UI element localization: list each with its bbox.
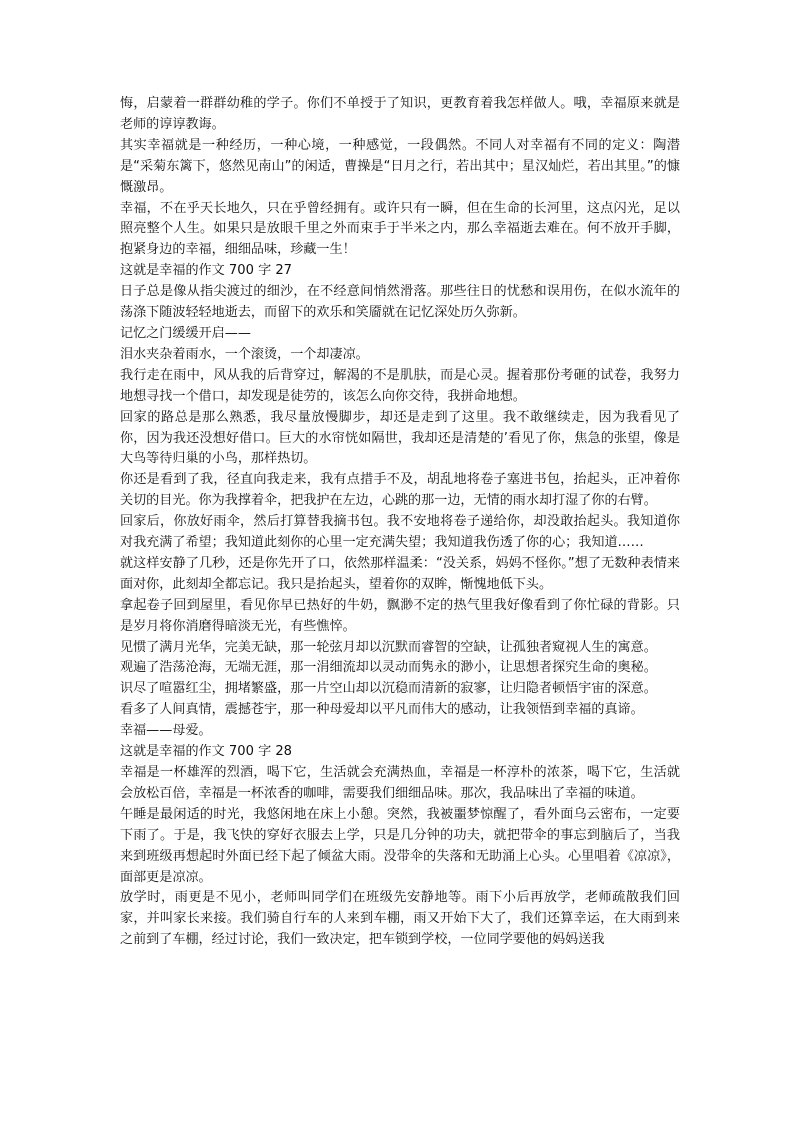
paragraph: 日子总是像从指尖渡过的细沙，在不经意间悄然滑落。那些往日的忧愁和误用伤，在似水流年的荡涤下随波轻轻地逝去，而留下的欢乐和笑靥就在记忆深处历久弥新。 — [120, 284, 680, 321]
paragraph: 放学时，雨更是不见小，老师叫同学们在班级先安静地等。雨下小后再放学，老师疏散我们回家，并叫家长来接。我们骑自行车的人来到车棚，雨又开始下大了，我们还算幸运，在大雨到来之前到了车棚，经过讨论，我们一致决定，把车锁到学校，一位同学要他的妈妈送我 — [120, 890, 680, 948]
paragraph: 我行走在雨中，风从我的后背穿过，解渴的不是肌肤，而是心灵。握着那份考砸的试卷，我努力地想寻找一个借口，却发现是徒劳的，该怎么向你交待，我拼命地想。 — [120, 367, 680, 404]
paragraph: 幸福是一杯雄浑的烈酒，喝下它，生活就会充满热血，幸福是一杯淳朴的浓茶，喝下它，生活就会放松百倍，幸福是一杯浓香的咖啡，需要我们细细品味。那次，我品味出了幸福的味道。 — [120, 765, 680, 801]
section-heading: 这就是幸福的作文 700 字 28 — [120, 744, 292, 760]
section-heading: 这就是幸福的作文 700 字 27 — [120, 263, 292, 279]
paragraph: 泪水夹杂着雨水，一个滚烫，一个却凄凉。 — [120, 346, 369, 362]
paragraph: 你还是看到了我，径直向我走来，我有点措手不及，胡乱地将卷子塞进书包，抬起头，正冲着你关切的目光。你为我撑着伞，把我护在左边，心跳的那一边，无情的雨水却打湿了你的右臂。 — [120, 472, 680, 509]
paragraph: 其实幸福就是一种经历，一种心境，一种感觉，一段偶然。不同人对幸福有不同的定义：陶潜是“采菊东篱下，悠然见南山”的闲适，曹操是“日月之行，若出其中；星汉灿烂，若出其里。”的慷慨激昂。 — [120, 137, 680, 195]
paragraph: 回家后，你放好雨伞，然后打算替我摘书包。我不安地将卷子递给你，却没敢抬起头。我知道你对我充满了希望；我知道此刻你的心里一定充满失望；我知道我伤透了你的心；我知道…… — [120, 514, 680, 551]
paragraph: 拿起卷子回到屋里，看见你早已热好的牛奶，飘渺不定的热气里我好像看到了你忙碌的背影。只是岁月将你消磨得暗淡无光，有些憔悴。 — [120, 597, 680, 634]
paragraph: 见惯了满月光华，完美无缺，那一轮弦月却以沉默而睿智的空缺，让孤独者窥视人生的寓意。 — [120, 639, 657, 655]
paragraph: 悔，启蒙着一群群幼稚的学子。你们不单授于了知识，更教育着我怎样做人。哦，幸福原来就是老师的谆谆教诲。 — [120, 96, 680, 132]
paragraph: 观遍了浩荡沧海，无端无涯，那一涓细流却以灵动而隽永的渺小，让思想者探究生命的奥秘。 — [120, 660, 657, 676]
paragraph: 回家的路总是那么熟悉，我尽量放慢脚步，却还是走到了这里。我不敢继续走，因为我看见了你，因为我还没想好借口。巨大的水帘恍如隔世，我却还是清楚的’看见了你，焦急的张望，像是大鸟等待归巢的小鸟，那样热切。 — [120, 409, 680, 467]
paragraph: 幸福——母爱。 — [120, 723, 212, 739]
paragraph: 午睡是最闲适的时光，我悠闲地在床上小憩。突然，我被噩梦惊醒了，看外面乌云密布，一定要下雨了。于是，我飞快的穿好衣服去上学，只是几分钟的功夫，就把带伞的事忘到脑后了，当我来到班级再想起时外面已经下起了倾盆大雨。没带伞的失落和无助涌上心头。心里唱着《凉凉》，面部更是凉凉。 — [120, 806, 680, 885]
paragraph: 幸福，不在乎天长地久，只在乎曾经拥有。或许只有一瞬，但在生命的长河里，这点闪光，足以照亮整个人生。如果只是放眼千里之外而束手于半米之内，那么幸福逝去难在。何不放开手脚，抱紧身边的幸福，细细品味，珍藏一生！ — [120, 200, 680, 258]
paragraph: 识尽了喧嚣红尘，拥堵繁盛，那一片空山却以沉稳而清新的寂寥，让归隐者顿悟宇宙的深意。 — [120, 681, 657, 697]
paragraph: 记忆之门缓缓开启—— — [120, 325, 251, 341]
document-page — [120, 94, 680, 951]
paragraph: 看多了人间真情，震撼苍宇，那一种母爱却以平凡而伟大的感动，让我领悟到幸福的真谛。 — [120, 702, 644, 718]
paragraph: 就这样安静了几秒，还是你先开了口，依然那样温柔：“没关系，妈妈不怪你。”想了无数种表情来面对你，此刻却全都忘记。我只是抬起头，望着你的双眸，惭愧地低下头。 — [120, 555, 680, 592]
